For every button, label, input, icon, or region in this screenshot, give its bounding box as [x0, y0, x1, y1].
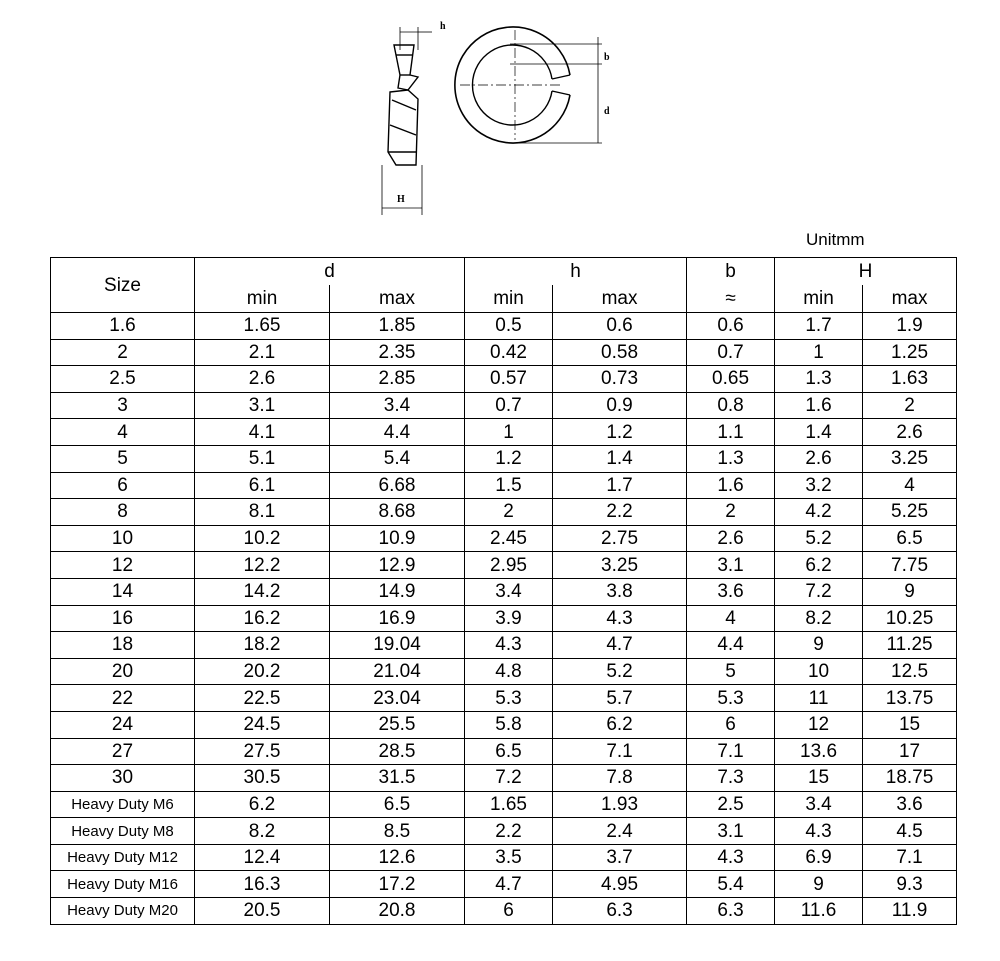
table-row — [51, 791, 957, 818]
cell-size: 2 — [51, 339, 195, 366]
cell-b: 4 — [687, 605, 775, 632]
cell-h-max: 5.7 — [553, 685, 687, 712]
cell-size: 4 — [51, 419, 195, 446]
header-h: h — [465, 258, 687, 286]
cell-h-max: 0.73 — [553, 366, 687, 393]
cell-d-max: 21.04 — [330, 658, 465, 685]
cell-d-min: 12.4 — [195, 844, 330, 871]
cell-H-max: 1.9 — [863, 313, 957, 340]
table-row — [51, 499, 957, 526]
cell-b: 3.6 — [687, 578, 775, 605]
table-row — [51, 658, 957, 685]
cell-h-max: 6.3 — [553, 898, 687, 925]
cell-H-max: 13.75 — [863, 685, 957, 712]
header-d: d — [195, 258, 465, 286]
cell-h-min: 0.42 — [465, 339, 553, 366]
cell-h-max: 0.9 — [553, 392, 687, 419]
cell-h-max: 0.58 — [553, 339, 687, 366]
cell-H-max: 18.75 — [863, 765, 957, 792]
cell-h-min: 1.65 — [465, 791, 553, 818]
cell-h-max: 0.6 — [553, 313, 687, 340]
cell-d-max: 6.68 — [330, 472, 465, 499]
cell-b: 2.5 — [687, 791, 775, 818]
cell-d-min: 3.1 — [195, 392, 330, 419]
cell-size: 8 — [51, 499, 195, 526]
cell-h-min: 6 — [465, 898, 553, 925]
cell-size: 2.5 — [51, 366, 195, 393]
cell-H-max: 7.1 — [863, 844, 957, 871]
cell-b: 3.1 — [687, 818, 775, 845]
cell-H-min: 1.3 — [775, 366, 863, 393]
cell-h-min: 3.5 — [465, 844, 553, 871]
cell-h-max: 1.93 — [553, 791, 687, 818]
cell-H-min: 8.2 — [775, 605, 863, 632]
cell-d-max: 19.04 — [330, 632, 465, 659]
cell-h-max: 5.2 — [553, 658, 687, 685]
cell-H-min: 1.7 — [775, 313, 863, 340]
cell-h-max: 3.8 — [553, 578, 687, 605]
cell-h-min: 1 — [465, 419, 553, 446]
cell-H-min: 7.2 — [775, 578, 863, 605]
cell-H-max: 15 — [863, 711, 957, 738]
cell-d-max: 10.9 — [330, 525, 465, 552]
cell-b: 1.6 — [687, 472, 775, 499]
cell-b: 1.1 — [687, 419, 775, 446]
cell-size: 24 — [51, 711, 195, 738]
cell-b: 0.8 — [687, 392, 775, 419]
cell-size: Heavy Duty M20 — [51, 898, 195, 925]
cell-b: 0.6 — [687, 313, 775, 340]
cell-d-max: 1.85 — [330, 313, 465, 340]
cell-H-max: 4 — [863, 472, 957, 499]
cell-h-min: 2.95 — [465, 552, 553, 579]
cell-d-min: 18.2 — [195, 632, 330, 659]
cell-d-max: 25.5 — [330, 711, 465, 738]
dim-b-d — [510, 37, 602, 143]
subheader-h-min: min — [465, 285, 553, 313]
cell-H-max: 12.5 — [863, 658, 957, 685]
cell-d-max: 4.4 — [330, 419, 465, 446]
header-b: b — [687, 258, 775, 286]
cell-d-min: 6.1 — [195, 472, 330, 499]
cell-b: 4.3 — [687, 844, 775, 871]
subheader-H-min: min — [775, 285, 863, 313]
cell-size: Heavy Duty M16 — [51, 871, 195, 898]
cell-H-max: 5.25 — [863, 499, 957, 526]
subheader-d-min: min — [195, 285, 330, 313]
cell-d-min: 2.1 — [195, 339, 330, 366]
label-h: h — [440, 21, 446, 32]
cell-d-min: 10.2 — [195, 525, 330, 552]
cell-d-min: 2.6 — [195, 366, 330, 393]
table-row — [51, 605, 957, 632]
cell-b: 5.4 — [687, 871, 775, 898]
cell-d-min: 4.1 — [195, 419, 330, 446]
cell-h-min: 4.8 — [465, 658, 553, 685]
cell-H-min: 11 — [775, 685, 863, 712]
cell-H-min: 10 — [775, 658, 863, 685]
table-row — [51, 632, 957, 659]
cell-d-min: 12.2 — [195, 552, 330, 579]
cell-d-max: 2.85 — [330, 366, 465, 393]
cell-h-max: 1.4 — [553, 445, 687, 472]
cell-h-min: 0.5 — [465, 313, 553, 340]
cell-size: 18 — [51, 632, 195, 659]
cell-h-min: 3.4 — [465, 578, 553, 605]
subheader-b-approx: ≈ — [687, 285, 775, 313]
table-row — [51, 818, 957, 845]
cell-h-min: 0.57 — [465, 366, 553, 393]
cell-d-max: 14.9 — [330, 578, 465, 605]
cell-b: 6 — [687, 711, 775, 738]
cell-H-max: 1.25 — [863, 339, 957, 366]
table-row — [51, 844, 957, 871]
cell-d-min: 6.2 — [195, 791, 330, 818]
cell-h-min: 5.3 — [465, 685, 553, 712]
cell-d-min: 20.2 — [195, 658, 330, 685]
cell-H-min: 5.2 — [775, 525, 863, 552]
cell-h-max: 3.25 — [553, 552, 687, 579]
table-row — [51, 552, 957, 579]
cell-d-max: 2.35 — [330, 339, 465, 366]
cell-h-min: 6.5 — [465, 738, 553, 765]
cell-h-min: 1.5 — [465, 472, 553, 499]
cell-H-min: 11.6 — [775, 898, 863, 925]
cell-H-max: 11.25 — [863, 632, 957, 659]
cell-d-min: 20.5 — [195, 898, 330, 925]
cell-H-min: 1.6 — [775, 392, 863, 419]
cell-b: 5.3 — [687, 685, 775, 712]
header-H: H — [775, 258, 957, 286]
cell-h-max: 7.1 — [553, 738, 687, 765]
cell-H-min: 3.2 — [775, 472, 863, 499]
cell-H-min: 6.2 — [775, 552, 863, 579]
table-row — [51, 871, 957, 898]
cell-H-min: 9 — [775, 871, 863, 898]
subheader-d-max: max — [330, 285, 465, 313]
cell-b: 7.1 — [687, 738, 775, 765]
cell-H-max: 4.5 — [863, 818, 957, 845]
cell-b: 6.3 — [687, 898, 775, 925]
table-row — [51, 685, 957, 712]
cell-h-min: 1.2 — [465, 445, 553, 472]
cell-size: 14 — [51, 578, 195, 605]
cell-h-min: 7.2 — [465, 765, 553, 792]
cell-size: Heavy Duty M12 — [51, 844, 195, 871]
table-row — [51, 339, 957, 366]
cell-h-min: 4.7 — [465, 871, 553, 898]
cell-d-max: 16.9 — [330, 605, 465, 632]
cell-size: 10 — [51, 525, 195, 552]
cell-d-max: 17.2 — [330, 871, 465, 898]
table-row — [51, 711, 957, 738]
cell-d-min: 24.5 — [195, 711, 330, 738]
cell-H-max: 9 — [863, 578, 957, 605]
cell-H-min: 9 — [775, 632, 863, 659]
cell-d-min: 8.2 — [195, 818, 330, 845]
dim-h — [400, 27, 432, 50]
cell-H-max: 7.75 — [863, 552, 957, 579]
cell-H-min: 2.6 — [775, 445, 863, 472]
cell-d-max: 8.68 — [330, 499, 465, 526]
cell-h-max: 2.2 — [553, 499, 687, 526]
cell-H-min: 3.4 — [775, 791, 863, 818]
cell-size: Heavy Duty M6 — [51, 791, 195, 818]
table-row — [51, 445, 957, 472]
label-H: H — [397, 194, 405, 205]
table-row — [51, 765, 957, 792]
table-row — [51, 898, 957, 925]
cell-b: 7.3 — [687, 765, 775, 792]
cell-H-min: 15 — [775, 765, 863, 792]
cell-d-max: 12.6 — [330, 844, 465, 871]
cell-size: 1.6 — [51, 313, 195, 340]
cell-size: 27 — [51, 738, 195, 765]
cell-d-max: 28.5 — [330, 738, 465, 765]
cell-b: 4.4 — [687, 632, 775, 659]
cell-H-max: 2 — [863, 392, 957, 419]
cell-size: 6 — [51, 472, 195, 499]
table-row — [51, 738, 957, 765]
cell-b: 5 — [687, 658, 775, 685]
cell-H-max: 11.9 — [863, 898, 957, 925]
cell-h-min: 2.2 — [465, 818, 553, 845]
cell-b: 0.65 — [687, 366, 775, 393]
cell-d-min: 16.2 — [195, 605, 330, 632]
table-body — [51, 313, 957, 925]
cell-H-min: 1 — [775, 339, 863, 366]
cell-h-max: 4.7 — [553, 632, 687, 659]
cell-H-min: 12 — [775, 711, 863, 738]
cell-b: 1.3 — [687, 445, 775, 472]
cell-d-max: 20.8 — [330, 898, 465, 925]
cell-H-min: 1.4 — [775, 419, 863, 446]
cell-H-max: 3.25 — [863, 445, 957, 472]
cell-h-max: 6.2 — [553, 711, 687, 738]
cell-H-max: 9.3 — [863, 871, 957, 898]
cell-h-max: 1.2 — [553, 419, 687, 446]
table-row — [51, 419, 957, 446]
washer-side-view — [388, 45, 418, 165]
cell-h-min: 0.7 — [465, 392, 553, 419]
cell-H-max: 1.63 — [863, 366, 957, 393]
cell-h-min: 2.45 — [465, 525, 553, 552]
cell-H-max: 2.6 — [863, 419, 957, 446]
label-d: d — [604, 106, 610, 117]
cell-h-max: 4.3 — [553, 605, 687, 632]
table-row — [51, 366, 957, 393]
cell-d-min: 8.1 — [195, 499, 330, 526]
cell-h-max: 2.4 — [553, 818, 687, 845]
cell-d-max: 6.5 — [330, 791, 465, 818]
cell-H-min: 4.2 — [775, 499, 863, 526]
spring-washer-diagram — [360, 15, 620, 220]
cell-h-max: 4.95 — [553, 871, 687, 898]
cell-h-max: 1.7 — [553, 472, 687, 499]
cell-d-max: 31.5 — [330, 765, 465, 792]
cell-h-min: 2 — [465, 499, 553, 526]
cell-H-max: 10.25 — [863, 605, 957, 632]
cell-h-max: 7.8 — [553, 765, 687, 792]
cell-H-min: 4.3 — [775, 818, 863, 845]
cell-size: 30 — [51, 765, 195, 792]
cell-h-min: 5.8 — [465, 711, 553, 738]
cell-H-max: 17 — [863, 738, 957, 765]
cell-size: 5 — [51, 445, 195, 472]
spring-washer-spec-table — [50, 257, 957, 925]
cell-d-min: 16.3 — [195, 871, 330, 898]
table-row — [51, 313, 957, 340]
cell-size: 22 — [51, 685, 195, 712]
cell-b: 0.7 — [687, 339, 775, 366]
table-row — [51, 472, 957, 499]
cell-d-min: 14.2 — [195, 578, 330, 605]
cell-d-max: 8.5 — [330, 818, 465, 845]
cell-d-min: 30.5 — [195, 765, 330, 792]
table-row — [51, 525, 957, 552]
subheader-H-max: max — [863, 285, 957, 313]
subheader-h-max: max — [553, 285, 687, 313]
cell-h-max: 3.7 — [553, 844, 687, 871]
cell-h-max: 2.75 — [553, 525, 687, 552]
cell-size: 20 — [51, 658, 195, 685]
cell-d-min: 27.5 — [195, 738, 330, 765]
cell-h-min: 3.9 — [465, 605, 553, 632]
cell-size: 16 — [51, 605, 195, 632]
washer-front-view — [455, 27, 570, 143]
cell-d-min: 1.65 — [195, 313, 330, 340]
cell-d-max: 23.04 — [330, 685, 465, 712]
cell-d-max: 12.9 — [330, 552, 465, 579]
cell-h-min: 4.3 — [465, 632, 553, 659]
cell-size: Heavy Duty M8 — [51, 818, 195, 845]
table-row — [51, 392, 957, 419]
cell-d-min: 22.5 — [195, 685, 330, 712]
cell-d-max: 3.4 — [330, 392, 465, 419]
label-b: b — [604, 52, 610, 63]
cell-b: 3.1 — [687, 552, 775, 579]
header-size: Size — [51, 258, 195, 313]
cell-size: 12 — [51, 552, 195, 579]
unit-label: Unitmm — [806, 230, 865, 249]
cell-d-min: 5.1 — [195, 445, 330, 472]
cell-b: 2 — [687, 499, 775, 526]
cell-size: 3 — [51, 392, 195, 419]
cell-b: 2.6 — [687, 525, 775, 552]
cell-H-min: 13.6 — [775, 738, 863, 765]
dim-H — [382, 165, 422, 215]
cell-H-max: 3.6 — [863, 791, 957, 818]
table-row — [51, 578, 957, 605]
cell-H-max: 6.5 — [863, 525, 957, 552]
cell-H-min: 6.9 — [775, 844, 863, 871]
cell-d-max: 5.4 — [330, 445, 465, 472]
